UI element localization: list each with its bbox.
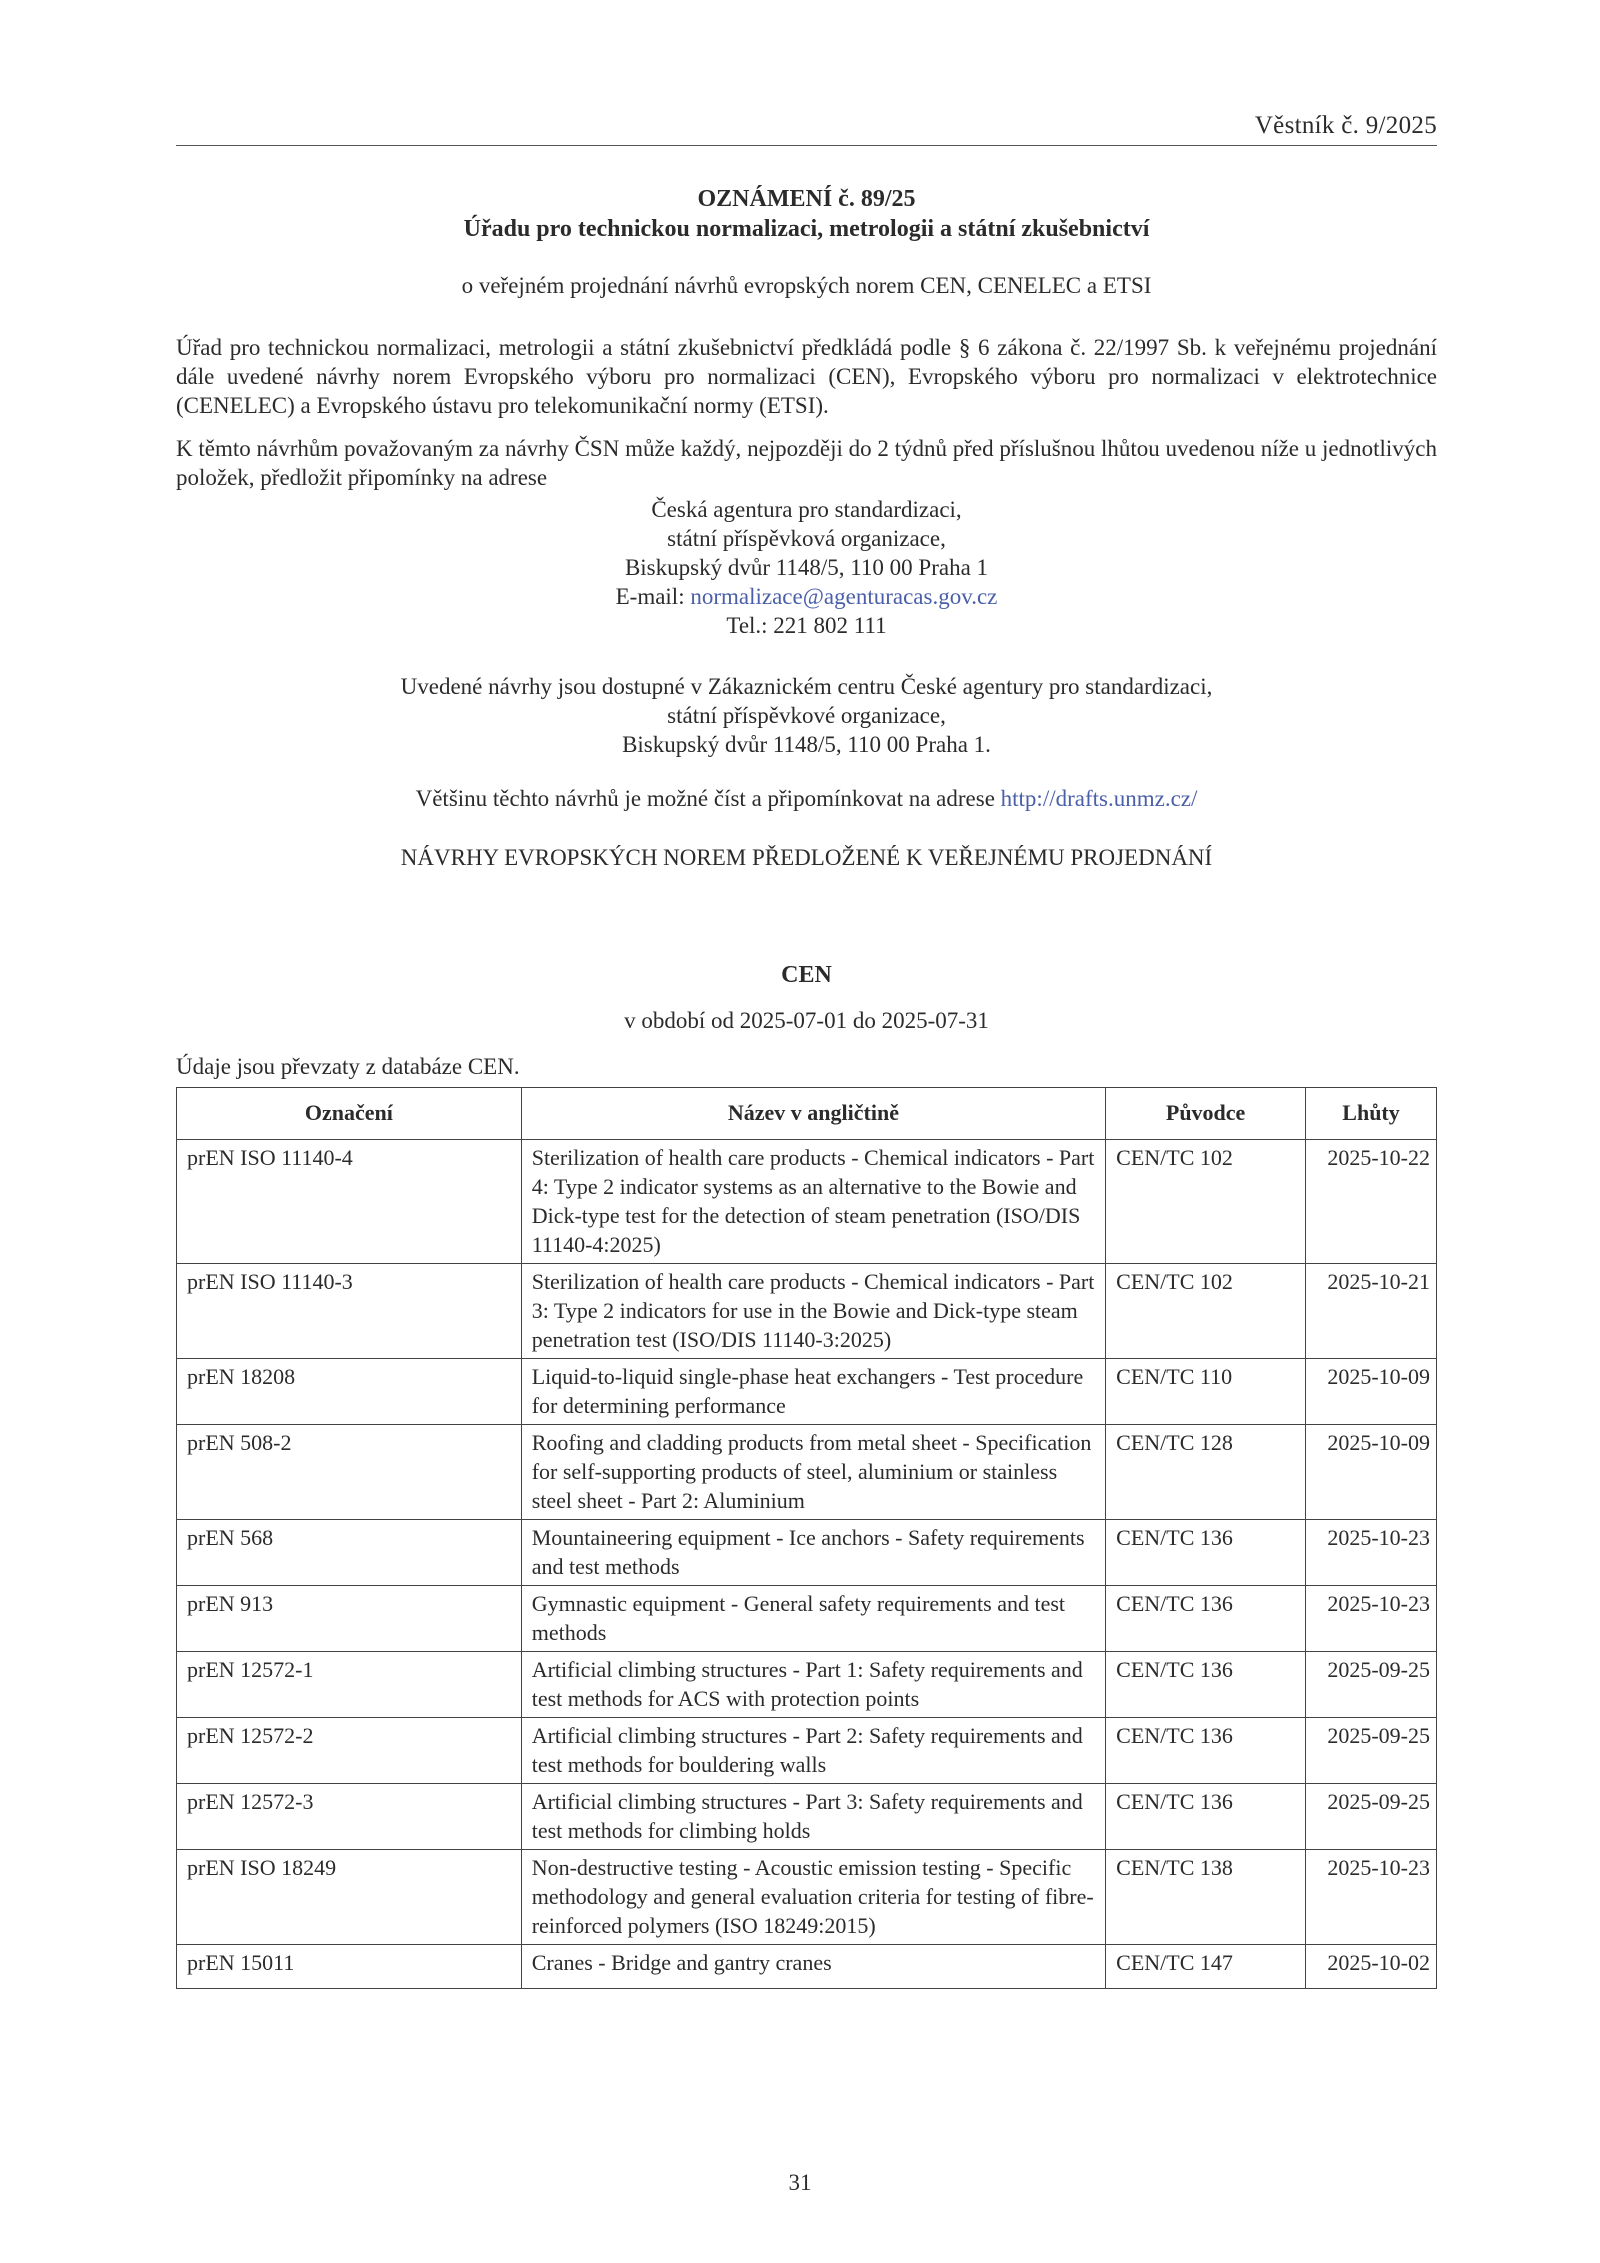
- availability-line: Uvedené návrhy jsou dostupné v Zákaznickém centru České agentury pro standardizaci,: [400, 674, 1213, 699]
- table-row: [177, 1425, 1437, 1520]
- column-header-origin: Původce: [1106, 1088, 1306, 1140]
- table-row: [177, 1718, 1437, 1784]
- table-row: [177, 1264, 1437, 1359]
- norm-deadline: 2025-10-02: [1306, 1945, 1437, 1989]
- column-header-deadline: Lhůty: [1306, 1088, 1437, 1140]
- norm-title: Sterilization of health care products - Chemical indicators - Part 3: Type 2 indicators for use in the Bowie and Dick-type steam penetration test (ISO/DIS 11140-3:2025): [521, 1264, 1105, 1359]
- table-row: [177, 1652, 1437, 1718]
- norm-deadline: 2025-10-23: [1306, 1586, 1437, 1652]
- norm-title: Sterilization of health care products - Chemical indicators - Part 4: Type 2 indicator systems as an alternative to the Bowie and Dick-type test for the detection of steam penetration (ISO/DIS 11140-4:2025): [521, 1140, 1105, 1264]
- column-header-code: Označení: [177, 1088, 522, 1140]
- norm-title: Roofing and cladding products from metal sheet - Specification for self-supporting products of steel, aluminium or stainless steel sheet - Part 2: Aluminium: [521, 1425, 1105, 1520]
- address-line: Česká agentura pro standardizaci,: [651, 497, 962, 522]
- norm-title: Artificial climbing structures - Part 3: Safety requirements and test methods for climbing holds: [521, 1784, 1105, 1850]
- norm-code: prEN 508-2: [177, 1425, 522, 1520]
- norm-deadline: 2025-10-22: [1306, 1140, 1437, 1264]
- intro-paragraph: Úřad pro technickou normalizaci, metrologii a státní zkušebnictví předkládá podle § 6 zákona č. 22/1997 Sb. k veřejnému projednání dále uvedené návrhy norem Evropského výboru pro normalizaci (CEN), Evropského výboru pro normalizaci v elektrotechnice (CENELEC) a Evropského ústavu pro telekomunikační normy (ETSI).: [176, 335, 1437, 418]
- norm-code: prEN 913: [177, 1586, 522, 1652]
- table-row: [177, 1945, 1437, 1989]
- table-row: [177, 1850, 1437, 1945]
- journal-issue-title: Věstník č. 9/2025: [1254, 112, 1437, 139]
- norm-title: Gymnastic equipment - General safety requirements and test methods: [521, 1586, 1105, 1652]
- cen-section-title: CEN: [781, 962, 832, 988]
- norm-deadline: 2025-10-21: [1306, 1264, 1437, 1359]
- availability-block: [176, 672, 1437, 759]
- table-row: [177, 1586, 1437, 1652]
- header-divider: [176, 145, 1437, 146]
- norm-origin: CEN/TC 136: [1106, 1586, 1306, 1652]
- norm-code: prEN 568: [177, 1520, 522, 1586]
- norm-title: Cranes - Bridge and gantry cranes: [521, 1945, 1105, 1989]
- norm-deadline: 2025-10-09: [1306, 1425, 1437, 1520]
- drafts-portal-link[interactable]: http://drafts.unmz.cz/: [1000, 786, 1198, 811]
- norm-origin: CEN/TC 128: [1106, 1425, 1306, 1520]
- table-row: [177, 1520, 1437, 1586]
- norm-origin: CEN/TC 136: [1106, 1718, 1306, 1784]
- cen-source-note: Údaje jsou převzaty z databáze CEN.: [176, 1054, 520, 1079]
- email-link[interactable]: normalizace@agenturacas.gov.cz: [690, 584, 998, 609]
- norm-code: prEN ISO 18249: [177, 1850, 522, 1945]
- address-block: [176, 495, 1437, 640]
- drafts-portal-text: Většinu těchto návrhů je možné číst a připomínkovat na adrese: [415, 786, 1001, 811]
- norm-deadline: 2025-09-25: [1306, 1784, 1437, 1850]
- drafts-section-heading: NÁVRHY EVROPSKÝCH NOREM PŘEDLOŽENÉ K VEŘEJNÉMU PROJEDNÁNÍ: [400, 845, 1213, 870]
- norm-origin: CEN/TC 102: [1106, 1264, 1306, 1359]
- norm-title: Liquid-to-liquid single-phase heat exchangers - Test procedure for determining performance: [521, 1359, 1105, 1425]
- norm-code: prEN ISO 11140-4: [177, 1140, 522, 1264]
- email-label: E-mail:: [615, 584, 691, 609]
- norm-title: Artificial climbing structures - Part 2: Safety requirements and test methods for bouldering walls: [521, 1718, 1105, 1784]
- drafts-portal-line: [176, 786, 1437, 812]
- address-line: státní příspěvková organizace,: [667, 526, 946, 551]
- norm-code: prEN 12572-2: [177, 1718, 522, 1784]
- norm-origin: CEN/TC 136: [1106, 1652, 1306, 1718]
- norm-origin: CEN/TC 147: [1106, 1945, 1306, 1989]
- email-line: [176, 582, 1437, 611]
- norm-code: prEN ISO 11140-3: [177, 1264, 522, 1359]
- norm-title: Artificial climbing structures - Part 1: Safety requirements and test methods for ACS with protection points: [521, 1652, 1105, 1718]
- cen-period: v období od 2025-07-01 do 2025-07-31: [624, 1008, 989, 1033]
- norm-origin: CEN/TC 138: [1106, 1850, 1306, 1945]
- norm-origin: CEN/TC 110: [1106, 1359, 1306, 1425]
- norm-deadline: 2025-09-25: [1306, 1652, 1437, 1718]
- norm-code: prEN 12572-1: [177, 1652, 522, 1718]
- norm-code: prEN 12572-3: [177, 1784, 522, 1850]
- announcement-subject: o veřejném projednání návrhů evropských norem CEN, CENELEC a ETSI: [461, 273, 1152, 298]
- table-row: [177, 1359, 1437, 1425]
- announcement-issuer: Úřadu pro technickou normalizaci, metrologii a státní zkušebnictví: [463, 216, 1150, 242]
- norm-origin: CEN/TC 136: [1106, 1784, 1306, 1850]
- table-row: [177, 1140, 1437, 1264]
- announcement-title: OZNÁMENÍ č. 89/25: [697, 186, 916, 212]
- phone-line: Tel.: 221 802 111: [726, 613, 887, 638]
- page-number: 31: [788, 2170, 812, 2195]
- norm-deadline: 2025-10-23: [1306, 1850, 1437, 1945]
- cen-norms-table: [176, 1087, 1437, 1989]
- availability-line: státní příspěvkové organizace,: [667, 703, 946, 728]
- norm-deadline: 2025-10-23: [1306, 1520, 1437, 1586]
- table-row: [177, 1784, 1437, 1850]
- norm-deadline: 2025-09-25: [1306, 1718, 1437, 1784]
- column-header-title: Název v angličtině: [521, 1088, 1105, 1140]
- norm-title: Non-destructive testing - Acoustic emission testing - Specific methodology and general evaluation criteria for testing of fibre-reinforced polymers (ISO 18249:2015): [521, 1850, 1105, 1945]
- norm-code: prEN 15011: [177, 1945, 522, 1989]
- norm-deadline: 2025-10-09: [1306, 1359, 1437, 1425]
- address-line: Biskupský dvůr 1148/5, 110 00 Praha 1: [624, 555, 989, 580]
- availability-line: Biskupský dvůr 1148/5, 110 00 Praha 1.: [622, 732, 991, 757]
- norm-code: prEN 18208: [177, 1359, 522, 1425]
- norm-origin: CEN/TC 136: [1106, 1520, 1306, 1586]
- table-header-row: [177, 1088, 1437, 1140]
- comments-paragraph: K těmto návrhům považovaným za návrhy ČSN může každý, nejpozději do 2 týdnů před příslušnou lhůtou uvedenou níže u jednotlivých položek, předložit připomínky na adrese: [176, 436, 1437, 490]
- norm-title: Mountaineering equipment - Ice anchors - Safety requirements and test methods: [521, 1520, 1105, 1586]
- norm-origin: CEN/TC 102: [1106, 1140, 1306, 1264]
